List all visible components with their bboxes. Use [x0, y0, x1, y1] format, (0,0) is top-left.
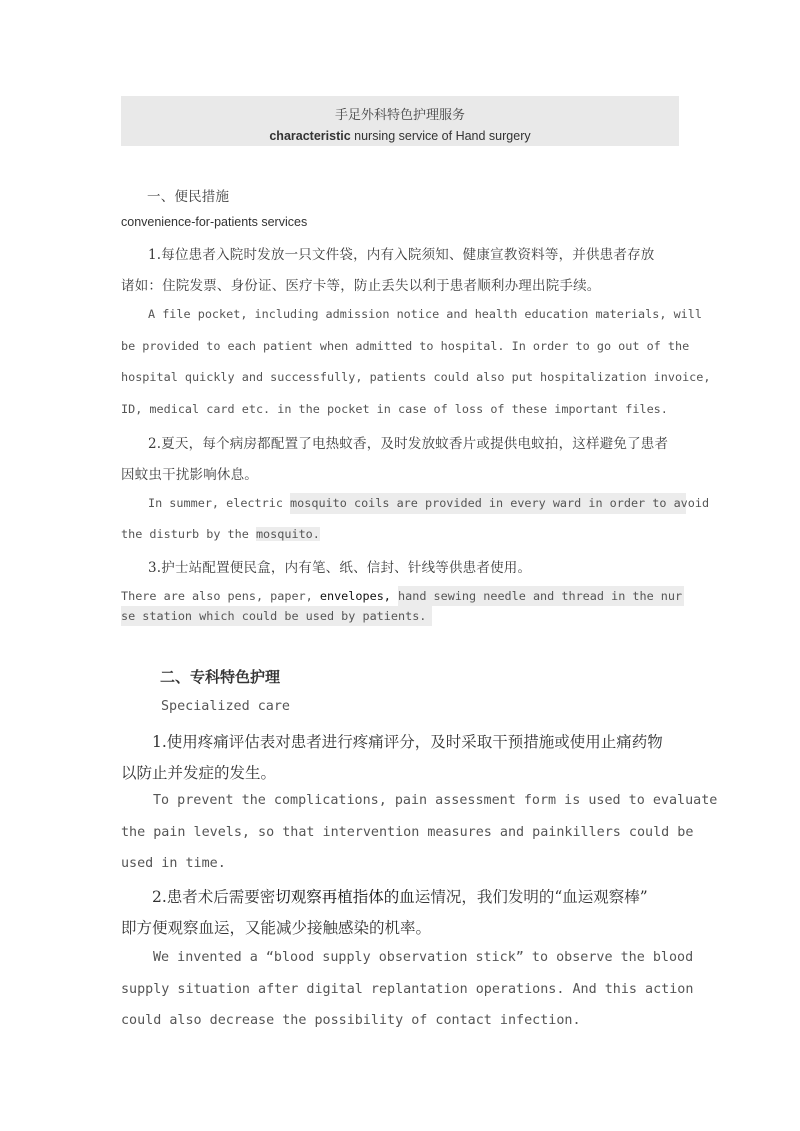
section1-heading-en: convenience-for-patients services — [121, 215, 308, 229]
s1-item1-en-line2: be provided to each patient when admitted to hospital. In order to go out of the — [121, 339, 690, 353]
s2-item2-en-line3: could also decrease the possibility of contact infection. — [121, 1013, 581, 1028]
s1-item2-cn-line2: 因蚊虫干扰影响休息。 — [121, 467, 258, 483]
s1-item3-en-line1-a: There are also pens, paper, — [121, 589, 320, 603]
s1-item2-en-line1-a: In summer, electric — [148, 496, 291, 510]
s1-item1-cn-line1: 1.每位患者入院时发放一只文件袋，内有入院须知、健康宣教资料等，并供患者存放 — [148, 247, 655, 263]
s2-item1-cn-line1: 1.使用疼痛评估表对患者进行疼痛评分，及时采取干预措施或使用止痛药物 — [152, 733, 663, 751]
s2-item1-en-line3: used in time. — [121, 856, 226, 871]
page-title-cn: 手足外科特色护理服务 — [334, 108, 465, 123]
title-box — [121, 96, 679, 146]
s2-item1-en-line1: To prevent the complications, pain assessment form is used to evaluate — [153, 793, 718, 808]
s1-item2-en-line2-a: the disturb by the — [121, 527, 256, 541]
page-title-en — [121, 129, 679, 143]
s1-item1-en-line4: ID, medical card etc. in the pocket in case of loss of these important files. — [121, 402, 668, 416]
section2-heading-en: Specialized care — [161, 699, 290, 714]
s2-item1-cn-line2: 以防止并发症的发生。 — [121, 764, 277, 782]
page-title-en-bold: characteristic — [269, 129, 351, 143]
s1-item2-cn-line1: 2.夏天，每个病房都配置了电热蚊香，及时发放蚊香片或提供电蚊拍，这样避免了患者 — [148, 436, 669, 452]
s2-item2-en-line1: We invented a “blood supply observation stick” to observe the blood — [153, 950, 694, 965]
s1-item3-en-line2: se station which could be used by patients. — [121, 606, 432, 626]
s1-item3-en-line1 — [121, 586, 681, 606]
s2-item1-en-line2: the pain levels, so that intervention measures and painkillers could be — [121, 825, 694, 840]
s2-item2-cn-line2: 即方便观察血运，又能减少接触感染的机率。 — [121, 919, 432, 937]
s2-item2-en-line2: supply situation after digital replantation operations. And this action — [121, 982, 694, 997]
s1-item1-en-line1: A file pocket, including admission notice and health education materials, will — [148, 307, 702, 321]
s1-item3-cn: 3.护士站配置便民盒，内有笔、纸、信封、针线等供患者使用。 — [148, 560, 532, 576]
page-title-en-rest: nursing service of Hand surgery — [350, 129, 531, 143]
s1-item2-en-line2 — [121, 524, 681, 545]
s2-item2-cn-line1-a: 2.患者术后需要密 — [152, 888, 276, 906]
s1-item2-en-line2-b: mosquito. — [255, 527, 320, 541]
s1-item3-en-line1-c: hand sewing needle and thread in the nur — [398, 586, 684, 606]
s2-item2-cn-line1 — [152, 885, 712, 907]
s2-item2-cn-line1-c: 运情况，我们发明的“血运观察棒” — [414, 888, 648, 906]
s1-item1-cn-line2: 诸如：住院发票、身份证、医疗卡等，防止丢失以利于患者顺利办理出院手续。 — [121, 278, 601, 294]
s1-item1-en-line3: hospital quickly and successfully, patients could also put hospitalization invoice, — [121, 370, 711, 384]
s1-item2-en-line1 — [148, 493, 710, 514]
s1-item3-en-line1-b: envelopes, — [319, 589, 399, 603]
s2-item2-cn-line1-b: 切观察再植指体的血 — [275, 888, 415, 906]
s1-item2-en-line1-b: mosquito coils are provided in every ward in order to avoid — [290, 493, 686, 514]
section2-heading-cn: 二、专科特色护理 — [160, 668, 281, 686]
section1-heading-cn: 一、便民措施 — [147, 189, 230, 205]
